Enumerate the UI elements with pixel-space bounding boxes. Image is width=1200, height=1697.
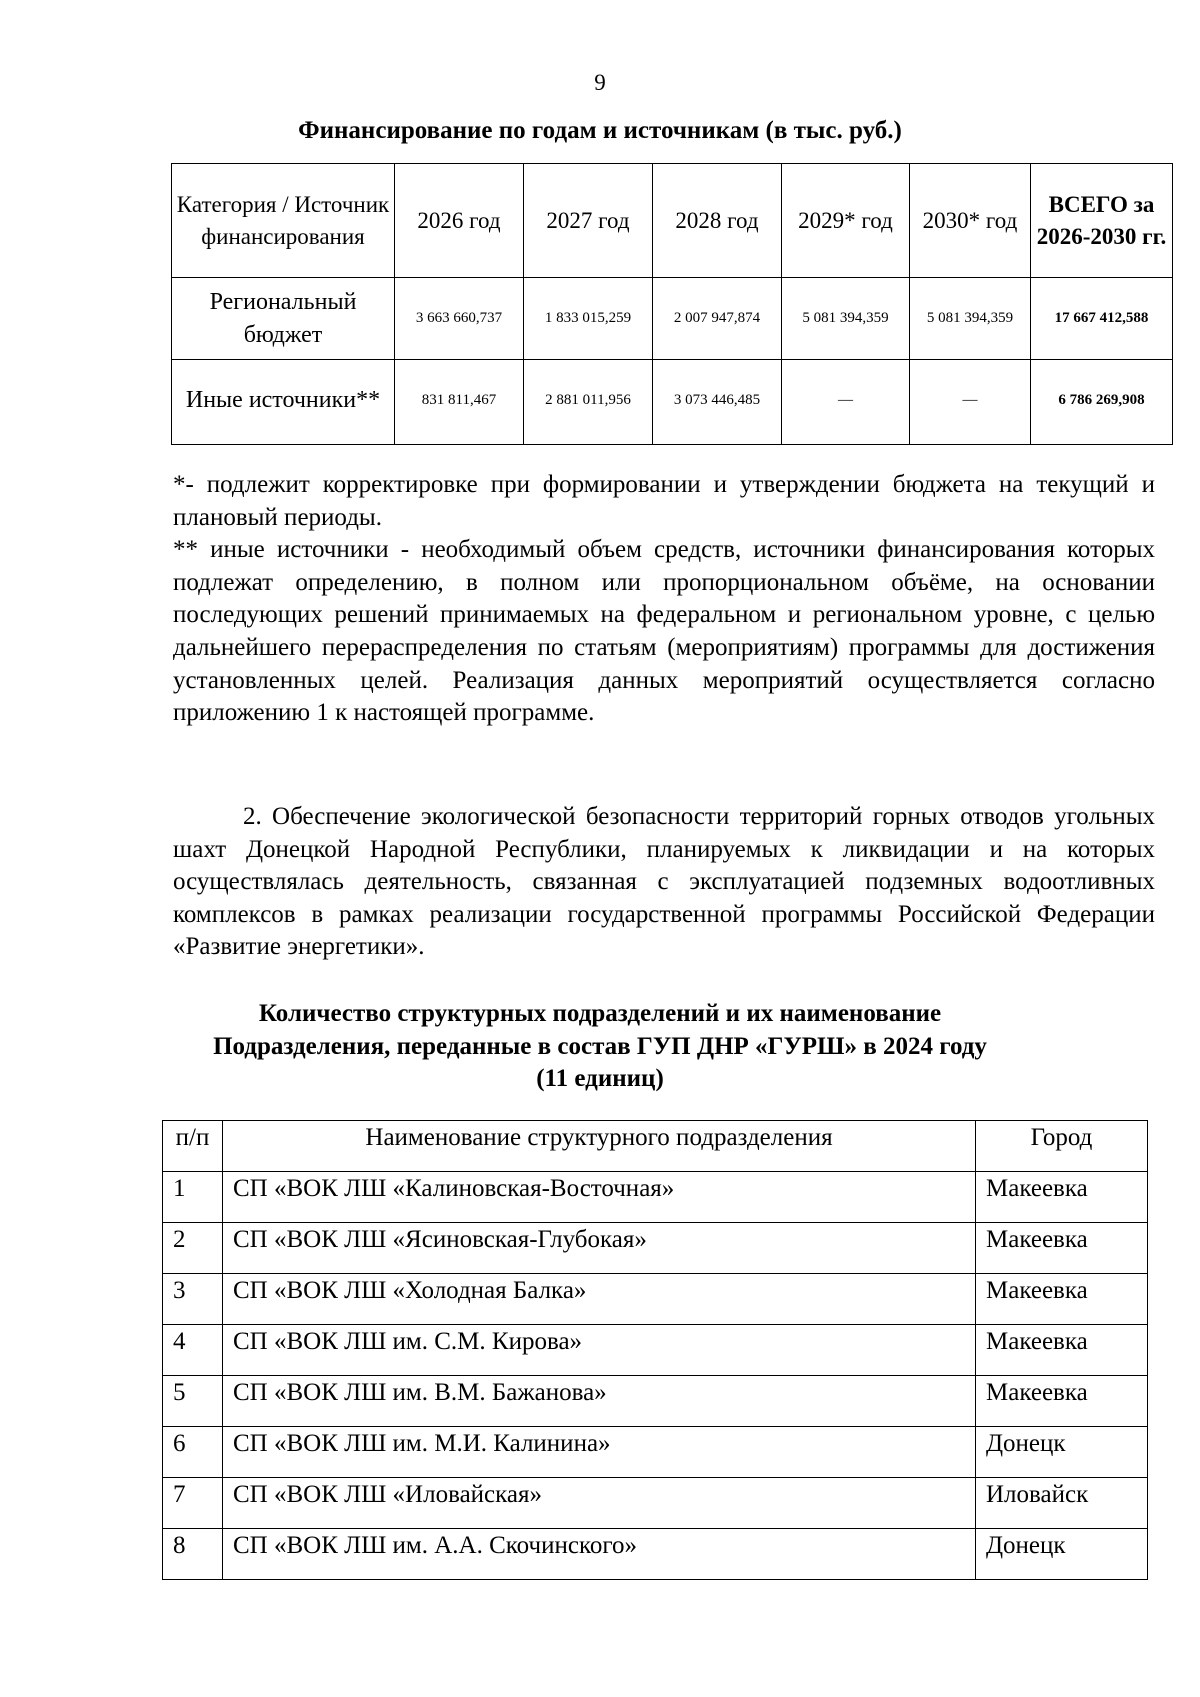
- row-number: 1: [163, 1172, 223, 1223]
- financing-header-row: [172, 164, 1173, 278]
- footnotes: [173, 469, 1155, 730]
- value-cell: 1 833 015,259: [524, 278, 653, 360]
- value-cell: 5 081 394,359: [782, 278, 910, 360]
- unit-name: СП «ВОК ЛШ «Калиновская-Восточная»: [223, 1172, 976, 1223]
- header-number: п/п: [163, 1121, 223, 1172]
- value-cell: —: [910, 360, 1031, 445]
- row-label: Региональный бюджет: [172, 278, 395, 360]
- header-2030: 2030* год: [910, 164, 1031, 278]
- financing-table: [171, 163, 1173, 445]
- row-number: 4: [163, 1325, 223, 1376]
- header-name: Наименование структурного подразделения: [223, 1121, 976, 1172]
- header-2027: 2027 год: [524, 164, 653, 278]
- value-cell: —: [782, 360, 910, 445]
- footnote-1: *- подлежит корректировке при формировании и утверждении бюджета на текущий и плановый периоды.: [173, 471, 1155, 531]
- unit-city: Донецк: [976, 1427, 1148, 1478]
- header-2028: 2028 год: [653, 164, 782, 278]
- financing-row-regional: [172, 278, 1173, 360]
- unit-city: Макеевка: [976, 1274, 1148, 1325]
- table-row: [163, 1478, 1148, 1529]
- unit-city: Макеевка: [976, 1223, 1148, 1274]
- table-row: [163, 1223, 1148, 1274]
- table-row: [163, 1427, 1148, 1478]
- header-category: Категория / Источник финансирования: [172, 164, 395, 278]
- row-number: 7: [163, 1478, 223, 1529]
- unit-name: СП «ВОК ЛШ им. А.А. Скочинского»: [223, 1529, 976, 1580]
- row-number: 8: [163, 1529, 223, 1580]
- section-2-paragraph: 2. Обеспечение экологической безопасности территорий горных отводов угольных шахт Донецкой Народной Республики, планируемых к ликвидации и на которых осуществлялась деятельность, связанная с эксплуатацией подземных водоотливных комплексов в рамках реализации государственной программы Российской Федерации «Развитие энергетики».: [173, 803, 1155, 961]
- row-number: 2: [163, 1223, 223, 1274]
- units-table: [162, 1120, 1148, 1580]
- units-title-line-1: Количество структурных подразделений и их наименование: [258, 1000, 942, 1027]
- total-cell: 17 667 412,588: [1031, 278, 1173, 360]
- header-city: Город: [976, 1121, 1148, 1172]
- page-number: 9: [594, 70, 606, 95]
- unit-name: СП «ВОК ЛШ «Ясиновская-Глубокая»: [223, 1223, 976, 1274]
- unit-city: Иловайск: [976, 1478, 1148, 1529]
- table-row: [163, 1376, 1148, 1427]
- table-row: [163, 1529, 1148, 1580]
- unit-city: Макеевка: [976, 1325, 1148, 1376]
- units-header-row: [163, 1121, 1148, 1172]
- value-cell: 2 007 947,874: [653, 278, 782, 360]
- header-total: ВСЕГО за 2026-2030 гг.: [1031, 164, 1173, 278]
- value-cell: 3 663 660,737: [395, 278, 524, 360]
- row-number: 5: [163, 1376, 223, 1427]
- financing-table-title: Финансирование по годам и источникам (в тыс. руб.): [298, 117, 902, 144]
- footnote-2: ** иные источники - необходимый объем средств, источники финансирования которых подлежат определению, в полном или пропорциональном объёме, на основании последующих решений принимаемых на федеральном и региональном уровне, с целью дальнейшего перераспределения по статьям (мероприятиям) программы для достижения установленных целей. Реализация данных мероприятий осуществляется согласно приложению 1 к настоящей программе.: [173, 536, 1155, 727]
- table-row: [163, 1274, 1148, 1325]
- row-label: Иные источники**: [172, 360, 395, 445]
- unit-name: СП «ВОК ЛШ им. М.И. Калинина»: [223, 1427, 976, 1478]
- table-row: [163, 1325, 1148, 1376]
- value-cell: 831 811,467: [395, 360, 524, 445]
- units-title-line-3: (11 единиц): [536, 1065, 664, 1092]
- row-number: 6: [163, 1427, 223, 1478]
- table-row: [163, 1172, 1148, 1223]
- financing-row-other: [172, 360, 1173, 445]
- value-cell: 3 073 446,485: [653, 360, 782, 445]
- value-cell: 2 881 011,956: [524, 360, 653, 445]
- row-number: 3: [163, 1274, 223, 1325]
- units-table-title: [0, 998, 1200, 1096]
- header-2026: 2026 год: [395, 164, 524, 278]
- header-2029: 2029* год: [782, 164, 910, 278]
- unit-name: СП «ВОК ЛШ «Холодная Балка»: [223, 1274, 976, 1325]
- unit-city: Макеевка: [976, 1376, 1148, 1427]
- units-title-line-2: Подразделения, переданные в состав ГУП ДНР «ГУРШ» в 2024 году: [213, 1032, 987, 1060]
- unit-name: СП «ВОК ЛШ им. В.М. Бажанова»: [223, 1376, 976, 1427]
- total-cell: 6 786 269,908: [1031, 360, 1173, 445]
- unit-city: Донецк: [976, 1529, 1148, 1580]
- unit-name: СП «ВОК ЛШ «Иловайская»: [223, 1478, 976, 1529]
- value-cell: 5 081 394,359: [910, 278, 1031, 360]
- unit-name: СП «ВОК ЛШ им. С.М. Кирова»: [223, 1325, 976, 1376]
- unit-city: Макеевка: [976, 1172, 1148, 1223]
